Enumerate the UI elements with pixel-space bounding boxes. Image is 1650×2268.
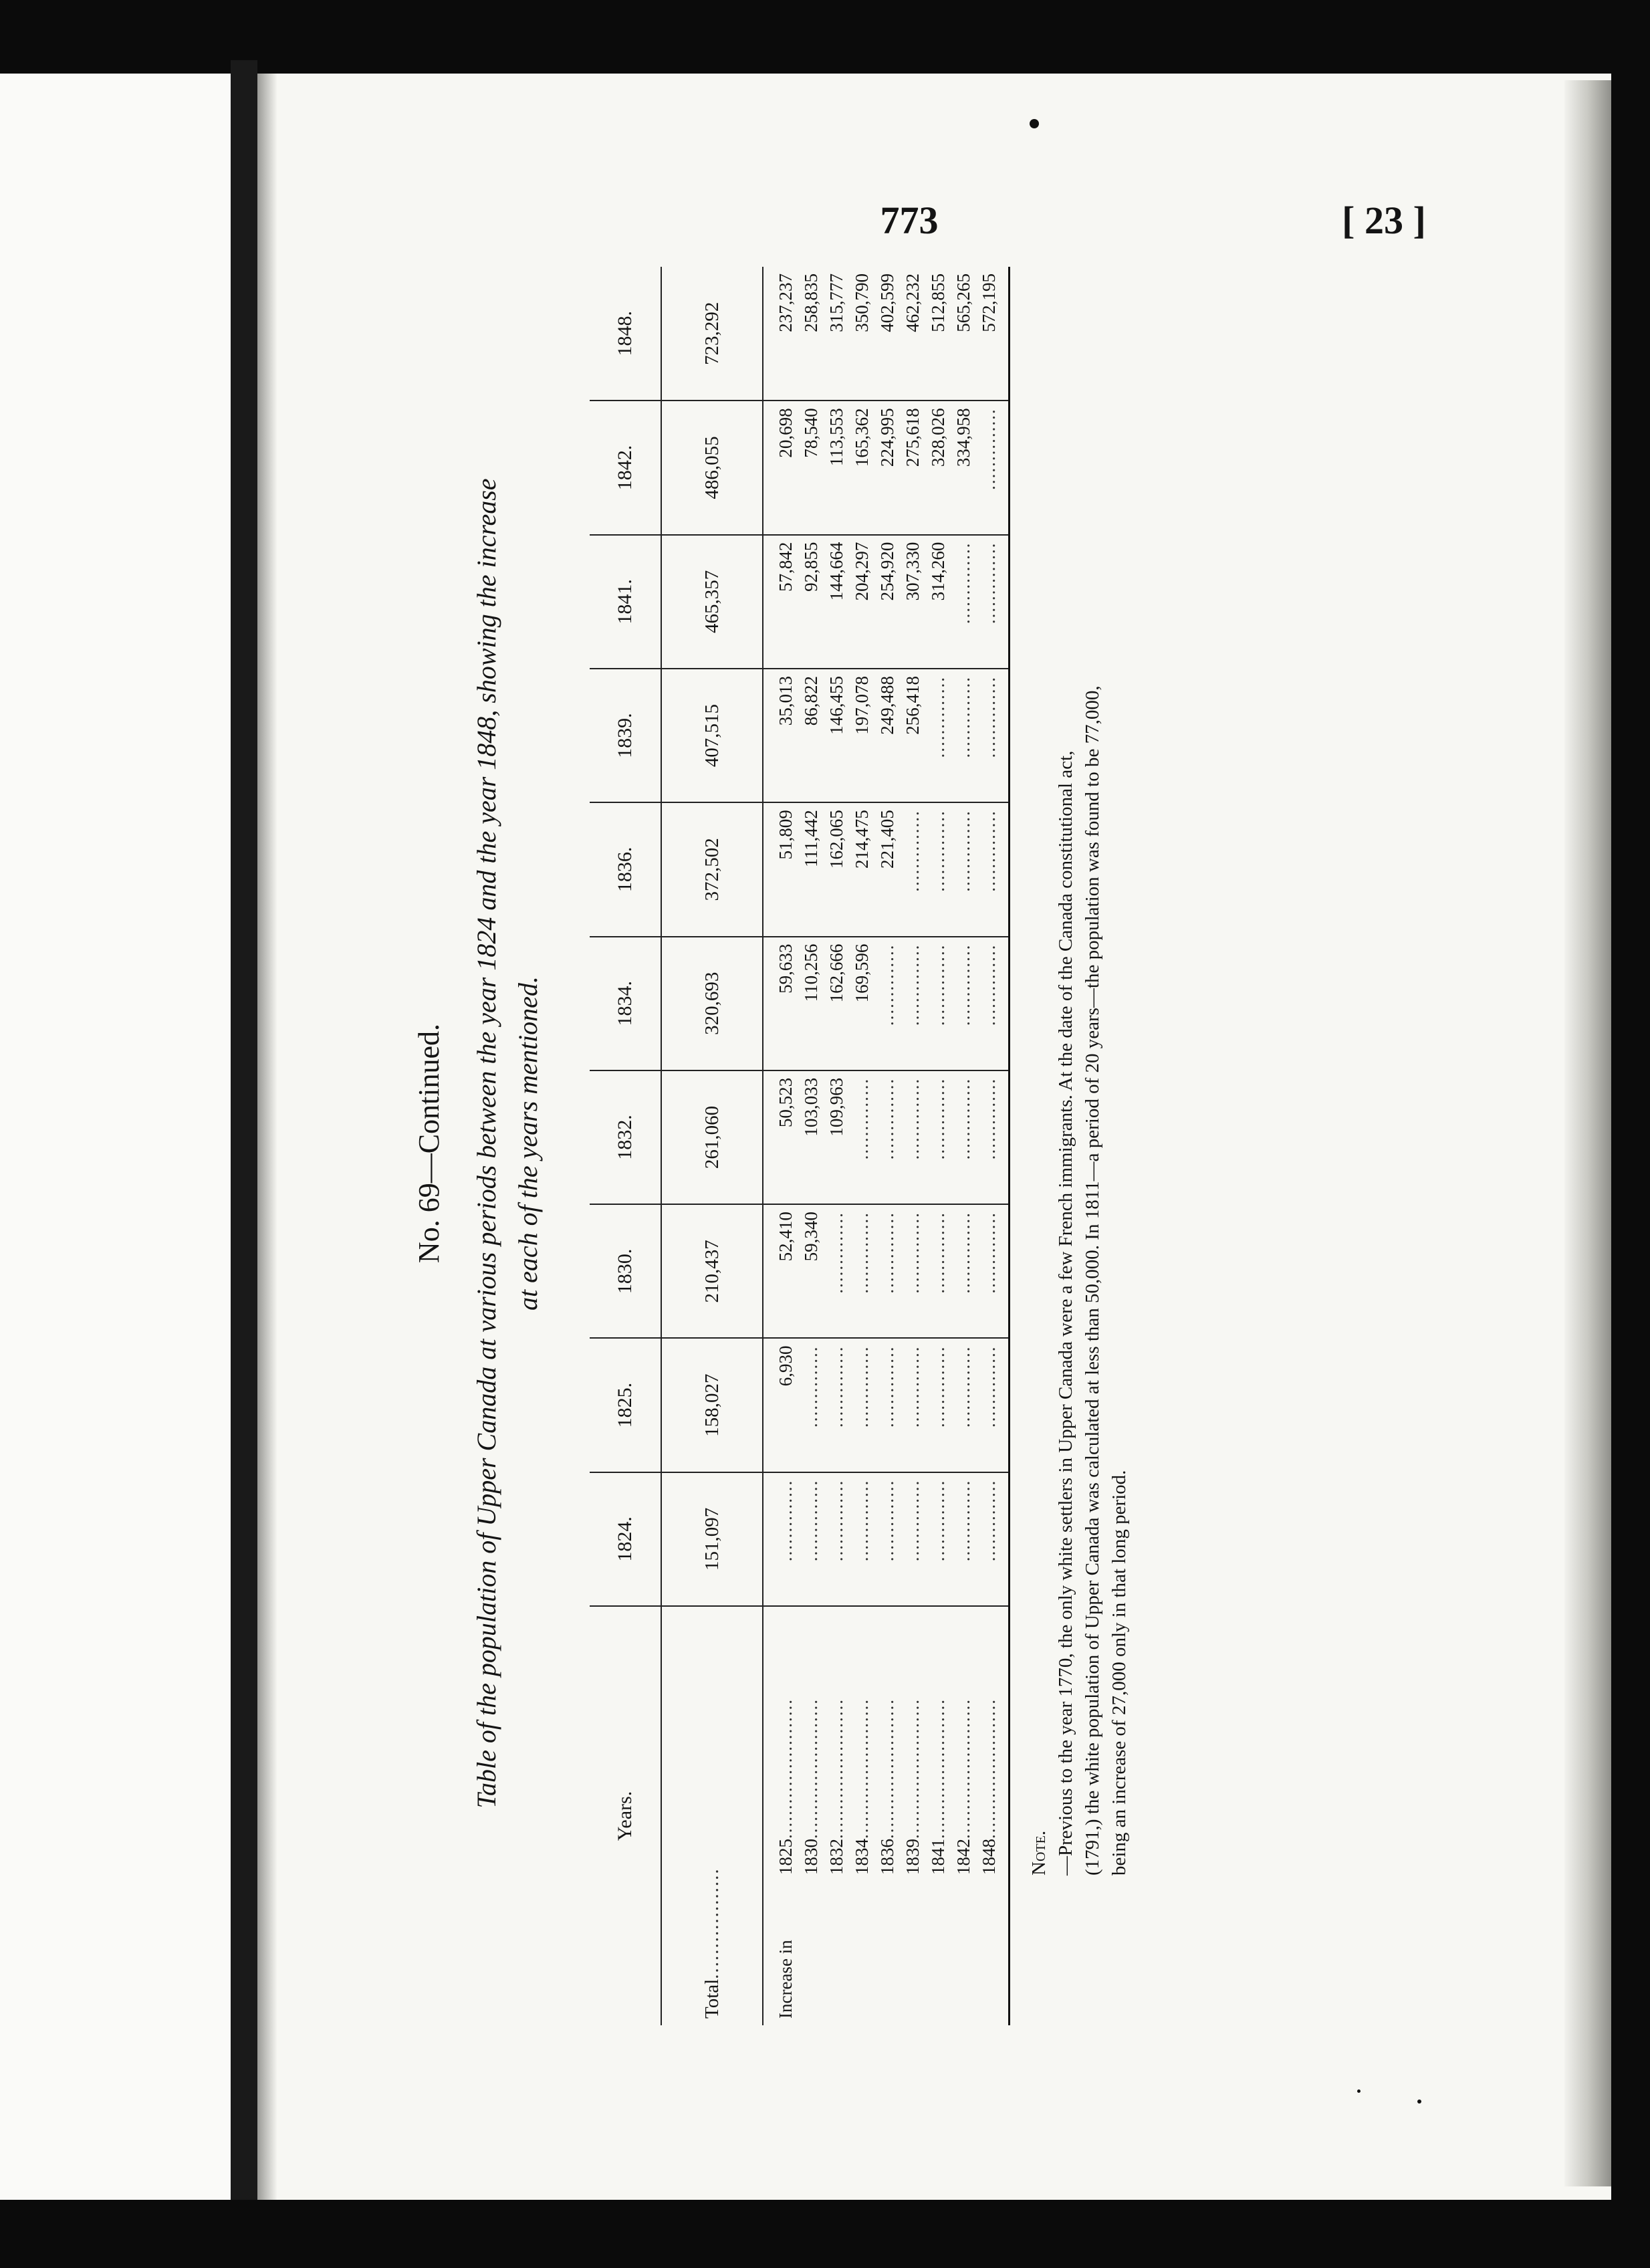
increase-cell: 110,256 [798,937,824,1070]
increase-cell: 256,418 [900,669,925,802]
increase-cell: .............. [976,1338,1010,1472]
increase-cell: 402,599 [874,267,900,401]
increase-cell: 237,237 [773,267,798,401]
increase-cell: .............. [951,937,976,1070]
total-label: Total.................. [661,1606,763,2025]
increase-cell: 57,842 [773,535,798,669]
increase-cell: 224,995 [874,401,900,534]
note-line-2: (1791,) the white population of Upper Canada was calculated at less than 50,000. In 1811—a period of 20 years—the population was found to be 77,000, [1082,685,1103,1876]
increase-cell: 146,455 [824,669,849,802]
caption-line-1: Table of the population of Upper Canada at various periods between the year 1824 and the year 1848, showing the increase [471,478,501,1809]
increase-cell: .............. [925,1070,951,1204]
increase-cell: 512,855 [925,267,951,401]
increase-cell: 165,362 [849,401,874,534]
increase-cell: 52,410 [773,1204,798,1338]
increase-cell: .............. [925,1338,951,1472]
increase-cell: .............. [976,1070,1010,1204]
increase-cell: .............. [900,1204,925,1338]
increase-row [773,267,798,2025]
increase-cell: 78,540 [798,401,824,534]
increase-year: 1839 [903,1839,923,1875]
increase-cell: 59,340 [798,1204,824,1338]
increase-cell: 249,488 [874,669,900,802]
increase-cell: .............. [951,535,976,669]
increase-year: 1836 [877,1839,897,1875]
increase-cell: .............. [976,802,1010,936]
increase-cell: 258,835 [798,267,824,401]
increase-cell: .............. [900,937,925,1070]
scan-border-right [1611,0,1650,2268]
page-edge-curl [1564,80,1611,2186]
increase-cell: 20,698 [773,401,798,534]
increase-cell: .............. [925,1204,951,1338]
increase-cell: 113,553 [824,401,849,534]
total-cell: 261,060 [661,1070,763,1204]
increase-row [824,267,849,2025]
increase-cell: 169,596 [849,937,874,1070]
year-header: 1848. [590,267,661,401]
increase-cell: .............. [951,1070,976,1204]
note-line-1: Note. —Previous to the year 1770, the only white settlers in Upper Canada were a few French immigrants. At the date of the Canada constitutional act, [1026,418,1079,1876]
scan-speck [1030,119,1039,128]
increase-cell: 254,920 [874,535,900,669]
increase-cell: 51,809 [773,802,798,936]
page-number: 773 [880,199,939,242]
increase-cell: 103,033 [798,1070,824,1204]
increase-cell: .............. [951,1472,976,1606]
increase-label: 1832........................ [826,1698,846,1875]
increase-cell: .............. [925,669,951,802]
increase-cell: 197,078 [849,669,874,802]
increase-label: 1830........................ [801,1698,821,1875]
increase-cell: .............. [976,401,1010,534]
increase-row [849,267,874,2025]
increase-label: 1836........................ [877,1698,897,1875]
total-cell: 158,027 [661,1338,763,1472]
increase-cell: .............. [874,1070,900,1204]
increase-label: 1841........................ [928,1698,948,1875]
year-header: 1841. [590,535,661,669]
increase-row [798,267,824,2025]
gutter-shadow [257,74,277,2200]
scan-speck [1417,2100,1421,2104]
increase-cell: .............. [951,802,976,936]
increase-year: 1848 [979,1839,999,1875]
increase-year: 1841 [928,1839,948,1875]
increase-cell: 162,065 [824,802,849,936]
rotated-table-block [396,257,1145,2029]
increase-cell: .............. [900,1070,925,1204]
increase-cell: .............. [976,1472,1010,1606]
total-cell: 151,097 [661,1472,763,1606]
note-lead: Note. [1028,1830,1050,1876]
book-gutter [231,60,257,2206]
table-caption [466,257,553,2029]
increase-cell: 162,666 [824,937,849,1070]
increase-cell: .............. [951,1204,976,1338]
increase-label: 1834........................ [852,1698,872,1875]
increase-cell: .............. [874,937,900,1070]
scan-border-bottom [0,2200,1650,2268]
increase-cell: .............. [976,669,1010,802]
increase-cell: 111,442 [798,802,824,936]
table-footnote [1026,418,1133,1876]
caption-line-2: at each of the years mentioned. [513,976,543,1311]
increase-cell: .............. [951,669,976,802]
total-cell: 210,437 [661,1204,763,1338]
table-header-row [590,267,661,2025]
increase-cell: 86,822 [798,669,824,802]
increase-label: 1848........................ [976,1606,1010,2025]
total-cell: 465,357 [661,535,763,669]
increase-cell: .............. [874,1338,900,1472]
year-header: 1834. [590,937,661,1070]
year-header: 1825. [590,1338,661,1472]
increase-cell: 334,958 [951,401,976,534]
increase-year: 1825 [776,1839,796,1875]
increase-cell: .............. [925,802,951,936]
increase-cell: 35,013 [773,669,798,802]
increase-cell: .............. [849,1070,874,1204]
increase-year: 1832 [826,1839,846,1875]
increase-label: Increase in1825........................ [773,1606,798,2025]
increase-cell: 572,195 [976,267,1010,401]
population-table [590,267,1010,2025]
total-cell: 486,055 [661,401,763,534]
increase-cell: 109,963 [824,1070,849,1204]
population-table-wrap [590,267,1010,2025]
increase-cell: .............. [874,1204,900,1338]
facing-page [0,74,231,2200]
total-cell: 407,515 [661,669,763,802]
increase-cell: .............. [900,1472,925,1606]
increase-cell: .............. [925,1472,951,1606]
increase-cell: 6,930 [773,1338,798,1472]
increase-year: 1842 [953,1839,973,1875]
increase-cell: 92,855 [798,535,824,669]
year-header: 1832. [590,1070,661,1204]
increase-cell: 275,618 [900,401,925,534]
increase-cell: .............. [976,1204,1010,1338]
increase-year: 1830 [801,1839,821,1875]
increase-cell: .............. [976,937,1010,1070]
increase-cell: 204,297 [849,535,874,669]
increase-cell: .............. [925,937,951,1070]
increase-cell: .............. [900,1338,925,1472]
scan-speck [1357,2089,1361,2093]
increase-cell: .............. [951,1338,976,1472]
increase-label: 1842........................ [953,1698,973,1875]
increase-cell: 565,265 [951,267,976,401]
increase-row [874,267,900,2025]
increase-cell: .............. [849,1338,874,1472]
increase-cell: 462,232 [900,267,925,401]
increase-cell: .............. [976,535,1010,669]
increase-prefix: Increase in [776,1940,796,2019]
year-header: 1836. [590,802,661,936]
increase-cell: 315,777 [824,267,849,401]
increase-row [951,267,976,2025]
increase-cell: .............. [874,1472,900,1606]
total-cell: 320,693 [661,937,763,1070]
increase-cell: .............. [798,1338,824,1472]
increase-cell: .............. [824,1338,849,1472]
increase-cell: 350,790 [849,267,874,401]
document-page-number: [ 23 ] [1342,199,1426,242]
increase-label: 1839........................ [903,1698,923,1875]
years-header: Years. [590,1606,661,2025]
increase-cell: 214,475 [849,802,874,936]
increase-cell: 328,026 [925,401,951,534]
increase-row [976,267,1010,2025]
increase-cell: .............. [798,1472,824,1606]
increase-cell: .............. [824,1472,849,1606]
increase-cell: 50,523 [773,1070,798,1204]
total-cell: 723,292 [661,267,763,401]
increase-cell: 59,633 [773,937,798,1070]
total-cell: 372,502 [661,802,763,936]
increase-cell: 144,664 [824,535,849,669]
increase-cell: 314,260 [925,535,951,669]
table-heading: No. 69—Continued. [412,1023,445,1264]
increase-row [900,267,925,2025]
total-row [661,267,763,2025]
year-header: 1839. [590,669,661,802]
year-header: 1824. [590,1472,661,1606]
increase-cell: .............. [849,1204,874,1338]
increase-cell: .............. [849,1472,874,1606]
increase-year: 1834 [852,1839,872,1875]
increase-cell: .............. [824,1204,849,1338]
increase-cell: .............. [900,802,925,936]
year-header: 1842. [590,401,661,534]
year-header: 1830. [590,1204,661,1338]
increase-cell: 307,330 [900,535,925,669]
note-line-3: being an increase of 27,000 only in that long period. [1108,1470,1130,1876]
increase-cell: 221,405 [874,802,900,936]
increase-cell: .............. [773,1472,798,1606]
increase-row [925,267,951,2025]
